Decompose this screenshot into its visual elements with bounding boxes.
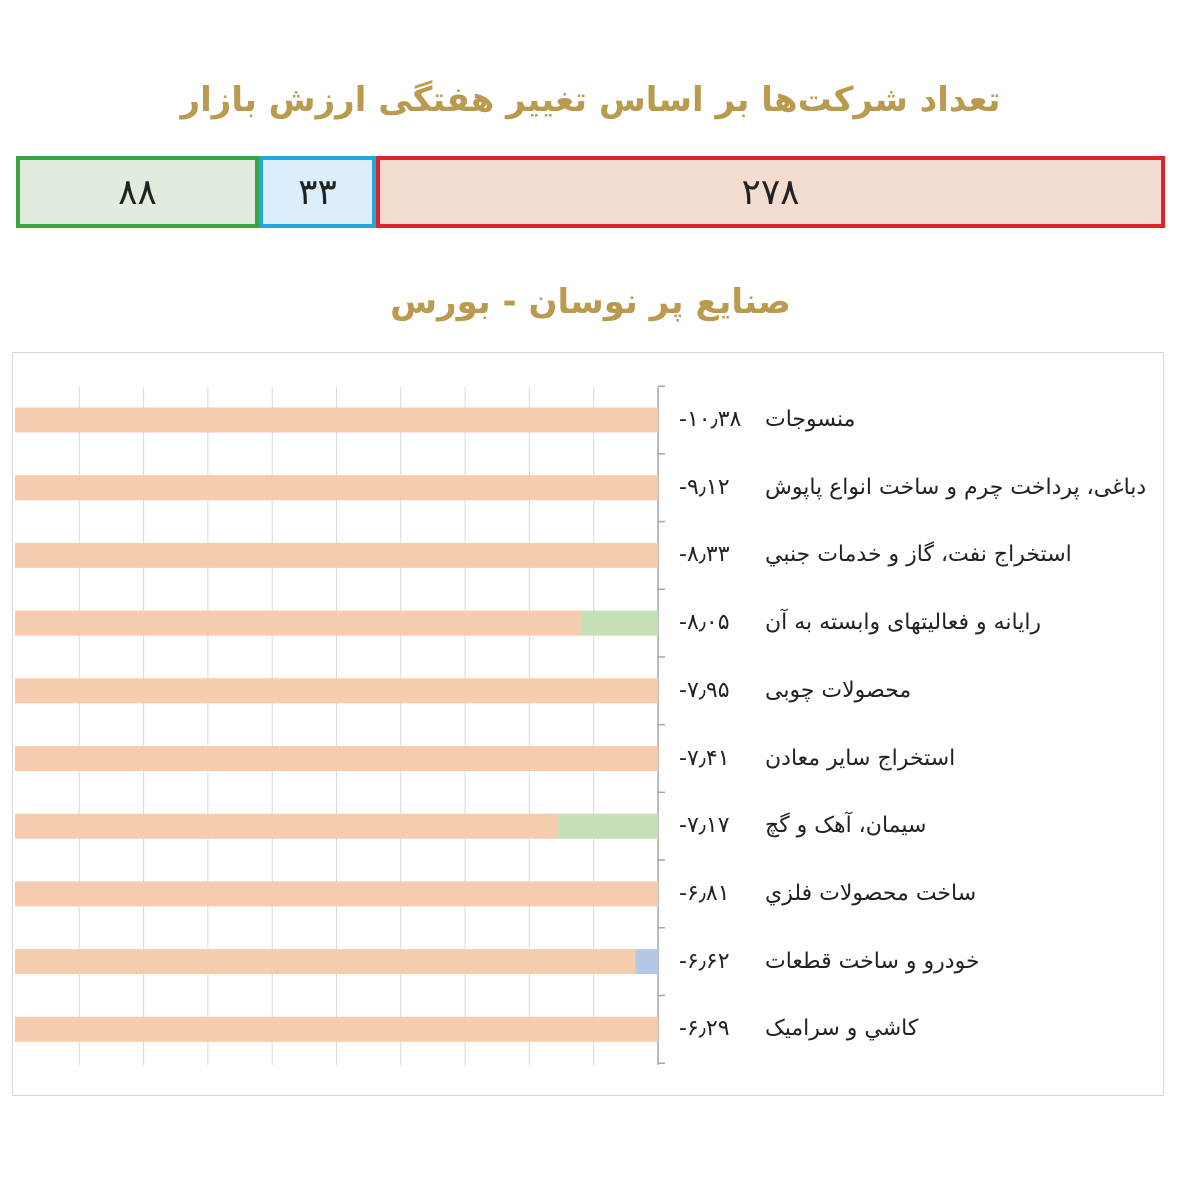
category-label: استخراج سایر معادن: [765, 745, 956, 771]
bar-segment-1: [15, 408, 658, 433]
bar-segment-1: [15, 611, 581, 636]
bar-segment-2: [581, 611, 658, 636]
value-label: ۶٫۶۲-: [679, 948, 730, 974]
negative-count-box: [376, 156, 1165, 228]
category-label: استخراج نفت، گاز و خدمات جنبي: [765, 542, 1072, 568]
value-label: ۸٫۳۳-: [679, 542, 730, 568]
chart-title: صنایع پر نوسان - بورس: [390, 282, 791, 322]
category-label: منسوجات: [765, 407, 856, 432]
positive-count-box: [16, 156, 259, 228]
value-label: ۹٫۱۲-: [679, 474, 730, 500]
category-label: دباغی، پرداخت چرم و ساخت انواع پاپوش: [765, 474, 1147, 500]
chart-frame: [12, 352, 1164, 1096]
bar-segment-1: [15, 1017, 658, 1042]
bar-segment-1: [15, 949, 635, 974]
category-label: خودرو و ساخت قطعات: [765, 948, 980, 974]
value-label: ۷٫۹۵-: [679, 677, 730, 703]
bar-segment-1: [15, 543, 658, 568]
bar-segment-1: [15, 814, 558, 839]
category-label: سیمان، آهک و گچ: [765, 813, 927, 839]
positive-count: ۸۸: [118, 171, 157, 213]
value-label: ۱۰٫۳۸-: [679, 407, 742, 432]
value-label: ۷٫۴۱-: [679, 745, 730, 771]
value-label: ۶٫۲۹-: [679, 1016, 730, 1042]
value-label: ۶٫۸۱-: [679, 880, 730, 906]
bar-segment-2: [558, 814, 658, 839]
bar-segment-3: [635, 949, 658, 974]
neutral-count-box: [259, 156, 376, 228]
category-label: محصولات چوبی: [765, 677, 912, 703]
bar-segment-1: [15, 678, 658, 703]
bar-chart: [13, 353, 1163, 1095]
value-label: ۸٫۰۵-: [679, 610, 730, 636]
bar-segment-1: [15, 746, 658, 771]
bar-segment-1: [15, 475, 658, 500]
bar-segment-1: [15, 881, 658, 906]
negative-count: ۲۷۸: [741, 171, 800, 213]
category-label: رایانه و فعالیتهای وابسته به آن: [765, 610, 1042, 636]
value-label: ۷٫۱۷-: [679, 813, 730, 839]
neutral-count: ۳۳: [298, 171, 337, 213]
page-title: تعداد شرکت‌ها بر اساس تغییر هفتگی ارزش بازار: [180, 80, 1001, 120]
category-label: ساخت محصولات فلزي: [765, 880, 977, 906]
category-label: کاشي و سرامیک: [765, 1016, 919, 1042]
